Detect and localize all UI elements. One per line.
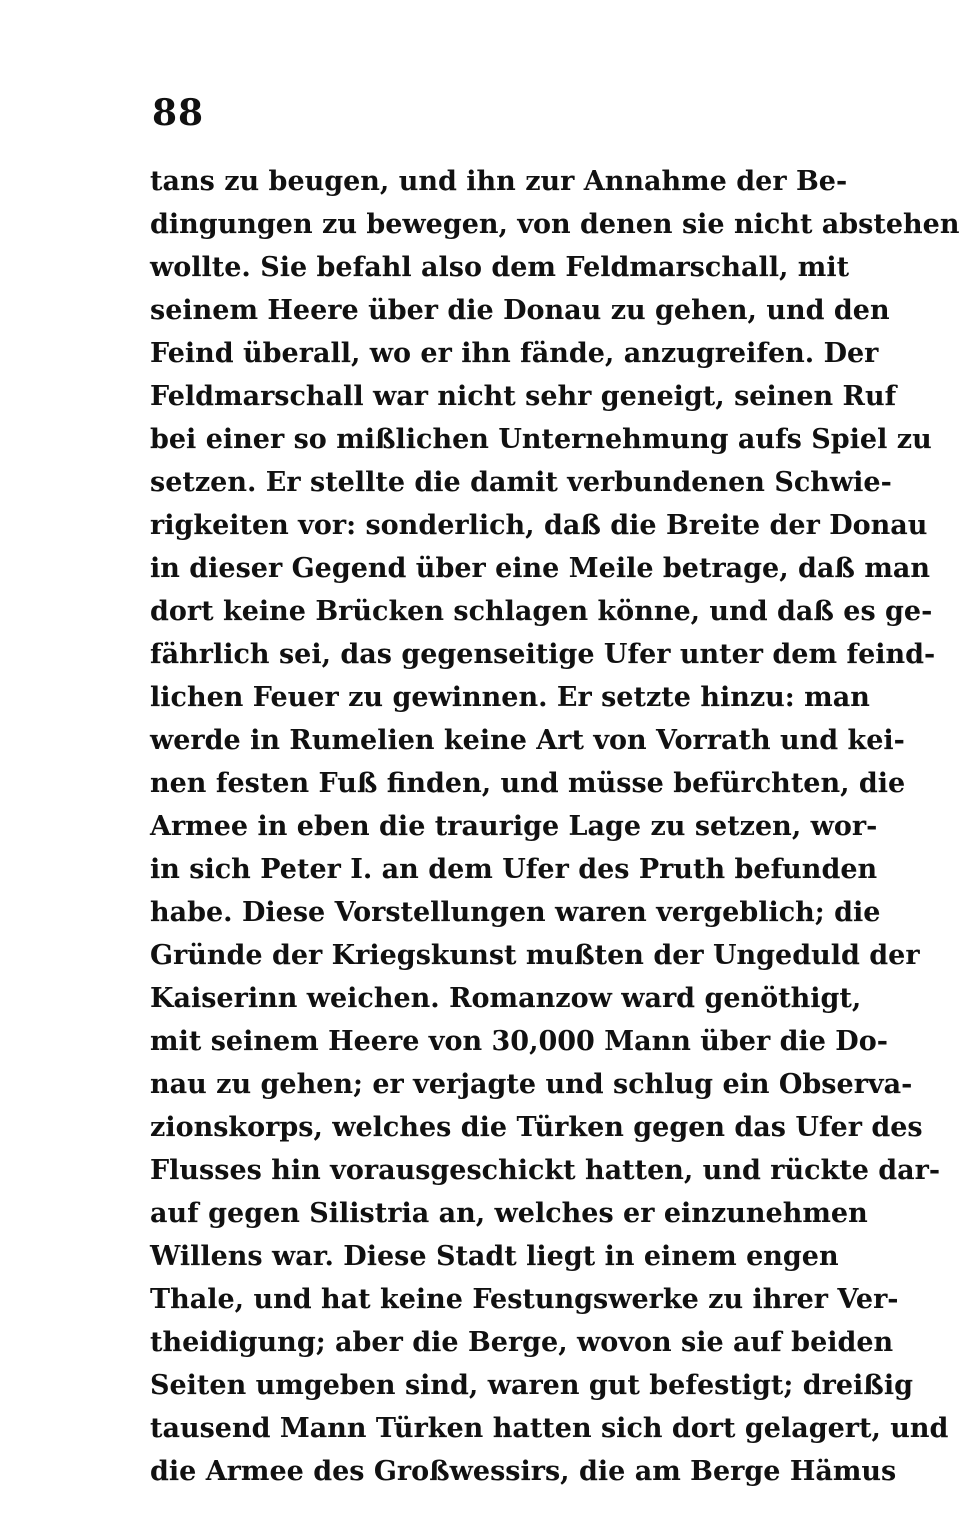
- text-line: setzen. Er stellte die damit verbundenen Schwie-: [150, 467, 892, 498]
- text-line: Kaiserinn weichen. Romanzow ward genöthigt,: [150, 983, 862, 1014]
- text-line: Thale, und hat keine Festungswerke zu ihrer Ver-: [150, 1284, 899, 1315]
- text-line: dingungen zu bewegen, von denen sie nicht abstehen: [150, 209, 959, 240]
- text-line: lichen Feuer zu gewinnen. Er setzte hinzu: man: [150, 682, 870, 713]
- text-line: Feldmarschall war nicht sehr geneigt, seinen Ruf: [150, 381, 897, 412]
- text-line: Gründe der Kriegskunst mußten der Ungeduld der: [150, 940, 920, 971]
- text-line: habe. Diese Vorstellungen waren vergeblich; die: [150, 897, 881, 928]
- text-line: in dieser Gegend über eine Meile betrage, daß man: [150, 553, 931, 584]
- text-line: in sich Peter I. an dem Ufer des Pruth befunden: [150, 854, 878, 885]
- text-line: fährlich sei, das gegenseitige Ufer unter dem feind-: [150, 639, 936, 670]
- text-line: tausend Mann Türken hatten sich dort gelagert, und: [150, 1413, 949, 1444]
- text-line: auf gegen Silistria an, welches er einzunehmen: [150, 1198, 868, 1229]
- body-text: [150, 160, 959, 1493]
- text-line: nau zu gehen; er verjagte und schlug ein Observa-: [150, 1069, 913, 1100]
- text-line: die Armee des Großwessirs, die am Berge Hämus: [150, 1456, 897, 1487]
- text-line: Feind überall, wo er ihn fände, anzugreifen. Der: [150, 338, 879, 369]
- page-number: 88: [152, 92, 205, 134]
- text-line: bei einer so mißlichen Unternehmung aufs Spiel zu: [150, 424, 932, 455]
- text-line: Willens war. Diese Stadt liegt in einem engen: [150, 1241, 839, 1272]
- text-line: nen festen Fuß finden, und müsse befürchten, die: [150, 768, 906, 799]
- text-line: dort keine Brücken schlagen könne, und daß es ge-: [150, 596, 933, 627]
- text-line: Seiten umgeben sind, waren gut befestigt; dreißig: [150, 1370, 913, 1401]
- text-line: tans zu beugen, und ihn zur Annahme der Be-: [150, 166, 848, 197]
- text-line: rigkeiten vor: sonderlich, daß die Breite der Donau: [150, 510, 928, 541]
- text-line: mit seinem Heere von 30,000 Mann über die Do-: [150, 1026, 888, 1057]
- text-line: werde in Rumelien keine Art von Vorrath und kei-: [150, 725, 905, 756]
- text-line: Flusses hin vorausgeschickt hatten, und rückte dar-: [150, 1155, 941, 1186]
- text-line: zionskorps, welches die Türken gegen das Ufer des: [150, 1112, 923, 1143]
- text-line: Armee in eben die traurige Lage zu setzen, wor-: [150, 811, 878, 842]
- text-line: theidigung; aber die Berge, wovon sie auf beiden: [150, 1327, 894, 1358]
- text-line: wollte. Sie befahl also dem Feldmarschall, mit: [150, 252, 850, 283]
- text-line: seinem Heere über die Donau zu gehen, und den: [150, 295, 890, 326]
